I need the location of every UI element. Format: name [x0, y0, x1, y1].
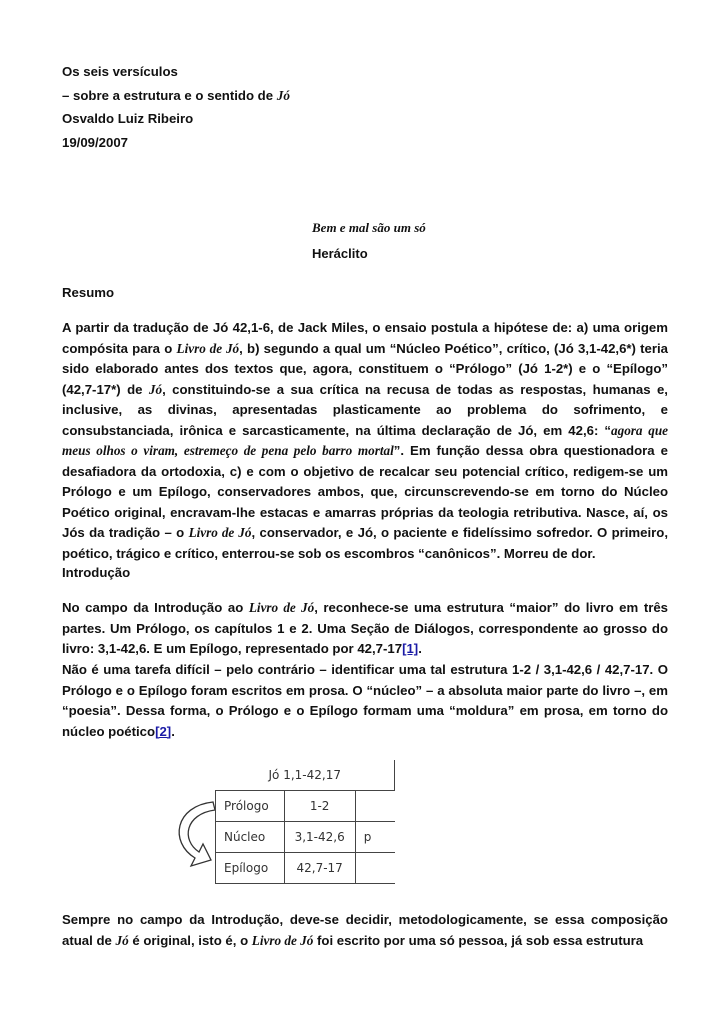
row-extra [355, 853, 394, 884]
doc-subtitle [62, 84, 668, 108]
subtitle-italic: Jó [276, 87, 290, 103]
row-label: Epílogo [216, 853, 285, 884]
structure-table [215, 760, 395, 884]
intro-b-text-1: Não é uma tarefa difícil – pelo contrário – identificar uma tal estrutura 1-2 / 3,1-42,6 / 42,7-17. O Prólogo e o Epílogo foram escritos em prosa. O “núcleo” – a absoluta maior parte do livro –, em “poesia”. Dessa forma, o Prólogo e o Epílogo formam uma “moldura” em prosa, em torno do núcleo poético [62, 662, 668, 739]
row-extra: p [355, 822, 394, 853]
introducao-heading: Introdução [62, 565, 131, 580]
subtitle-text: – sobre a estrutura e o sentido de [62, 87, 277, 103]
resumo-paragraph [62, 318, 668, 564]
resumo-italic-3: agora que meus olhos o viram, estremeço de pena pelo barro mortal [62, 422, 669, 458]
structure-diagram [165, 760, 395, 895]
resumo-italic-1: Livro de Jó [176, 340, 240, 356]
row-range: 42,7-17 [284, 853, 355, 884]
epigraph-attribution: Heráclito [312, 246, 368, 261]
table-header-cell: Jó 1,1-42,17 [216, 760, 395, 791]
intro-c-italic-1: Jó [115, 932, 129, 948]
resumo-italic-4: Livro de Jó [188, 525, 252, 540]
resumo-heading: Resumo [62, 285, 115, 300]
resumo-text-1: A partir da tradução de Jó 42,1-6, de Jack Miles, o ensaio postula a hipótese de: a) uma origem compósita para o [62, 320, 668, 356]
resumo-text-2: , b) segundo a qual um “Núcleo Poético”, crítico, (Jó 3,1-42,6*) teria sido elaborado antes dos textos que, agora, constituem o “Prólogo” (Jó 1-2*) e o “Epílogo” (42,7-17*) de [62, 340, 669, 397]
epigraph-quote: Bem e mal são um só [312, 220, 426, 235]
row-range: 3,1-42,6 [284, 822, 355, 853]
intro-c-text-3: foi escrito por uma só pessoa, já sob essa estrutura [313, 932, 644, 948]
row-extra [355, 791, 394, 822]
footnote-link-1[interactable]: [1] [402, 641, 419, 656]
doc-date: 19/09/2007 [62, 134, 129, 150]
table-row [216, 853, 395, 884]
table-header-row [216, 760, 395, 791]
epigraph [312, 215, 426, 267]
intro-c-text-2: é original, isto é, o [128, 932, 252, 948]
intro-paragraph-1 [62, 598, 668, 660]
resumo-italic-2: Jó [148, 381, 163, 397]
table-row [216, 791, 395, 822]
resumo-text-3: , constituindo-se a sua crítica na recusa de todas as respostas, humanas e, inclusive, as divinas, apresentadas plasticamente ao problema do sofrimento, e consubstanciada, irônica e sarcasticamente, na última declaração de Jó, em 42,6: “ [62, 381, 668, 438]
table-row [216, 822, 395, 853]
intro-b-text-2: . [171, 723, 175, 739]
resumo-text-5: , conservador, e Jó, o paciente e fidelíssimo sofredor. O primeiro, poético, trágico e crítico, enterrou-se sob os escombros “canônicos”. Morreu de dor. [62, 525, 668, 561]
intro-c-text-1: Sempre no campo da Introdução, deve-se decidir, metodologicamente, se essa composição atual de [62, 912, 668, 948]
doc-author: Osvaldo Luiz Ribeiro [62, 111, 194, 126]
footnote-link-2[interactable]: [2] [155, 723, 172, 739]
row-label: Prólogo [216, 791, 285, 822]
intro-a-text-1: No campo da Introdução ao [62, 600, 249, 615]
intro-a-text-2: , reconhece-se uma estrutura “maior” do livro em três partes. Um Prólogo, os capítulos 1 e 2. Uma Seção de Diálogos, correspondente ao grosso do livro: 3,1-42,6. E um Epílogo, representado por 42,7-17 [62, 600, 669, 656]
resumo-text-4: ”. Em função dessa obra questionadora e desafiadora da ortodoxia, c) e com o objetivo de recalcar seu potencial crítico, redigem-se um Prólogo e um Epílogo, conservadores ambos, que, circunscrevendo-se em torno do Núcleo Poético original, encravam-lhe estacas e amarras próprias da teologia retributiva. Nasce, aí, os Jós da tradição – o [62, 443, 668, 540]
doc-title: Os seis versículos [62, 64, 178, 79]
intro-c-italic-2: Livro de Jó [251, 932, 314, 948]
document-header [62, 60, 668, 154]
intro-a-italic: Livro de Jó [248, 600, 315, 615]
intro-paragraph-2 [62, 660, 668, 742]
row-label: Núcleo [216, 822, 285, 853]
intro-a-text-3: . [418, 641, 422, 656]
intro-paragraph-3 [62, 910, 668, 951]
row-range: 1-2 [284, 791, 355, 822]
